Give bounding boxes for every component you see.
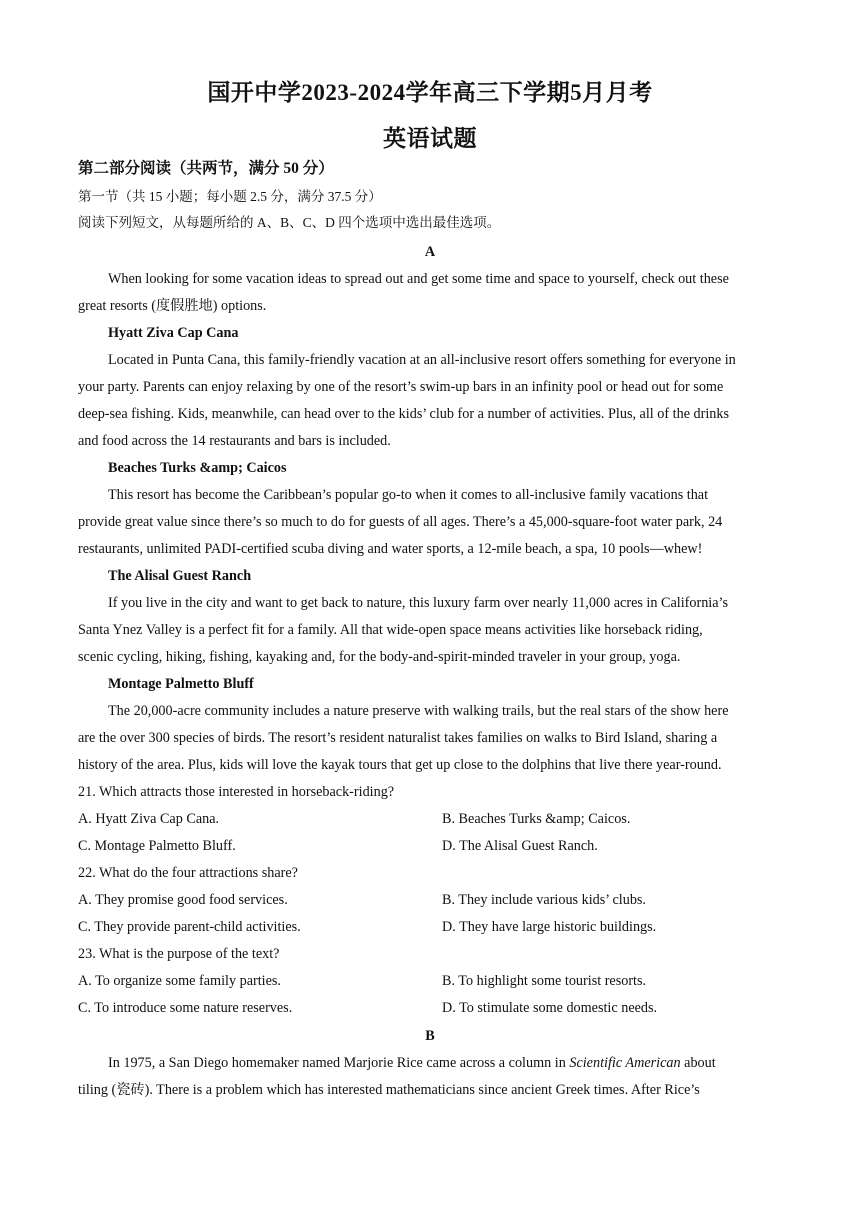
exam-subtitle: 英语试题: [383, 126, 477, 151]
option-a: A. To organize some family parties.: [78, 973, 281, 989]
paragraph-line: If you live in the city and want to get back to nature, this luxury farm over nearly 11,000 acres in California’s: [108, 595, 728, 611]
option-d: D. They have large historic buildings.: [442, 919, 657, 935]
paragraph-line: provide great value since there’s so much to do for guests of all ages. There’s a 45,000-square-foot water park, 24: [78, 514, 723, 530]
resort-name: Montage Palmetto Bluff: [108, 676, 254, 692]
passage-b-label: B: [425, 1028, 435, 1044]
section-heading: 第二部分阅读（共两节，满分 50 分）: [78, 160, 334, 177]
resort-name: Beaches Turks &amp; Caicos: [108, 460, 287, 476]
paragraph-line: Located in Punta Cana, this family-friendly vacation at an all-inclusive resort offers something for everyone in: [108, 352, 736, 368]
option-a: A. Hyatt Ziva Cap Cana.: [78, 811, 220, 827]
paragraph-line: and food across the 14 restaurants and bars is included.: [78, 433, 391, 449]
paragraph-line: your party. Parents can enjoy relaxing by one of the resort’s swim-up bars in an infinity pool or head out for some: [78, 379, 724, 395]
text-segment: In 1975, a San Diego homemaker named Marjorie Rice came across a column in: [108, 1055, 570, 1071]
option-b: B. To highlight some tourist resorts.: [442, 973, 647, 989]
resort-name: Hyatt Ziva Cap Cana: [108, 325, 239, 341]
option-c: C. They provide parent-child activities.: [78, 919, 301, 935]
exam-title: 国开中学2023-2024学年高三下学期5月月考: [207, 80, 653, 105]
passage-a-label: A: [424, 244, 436, 260]
option-c: C. To introduce some nature reserves.: [78, 1000, 293, 1016]
paragraph-line: history of the area. Plus, kids will love the kayak tours that get up close to the dolphins that live there year-round.: [78, 757, 722, 773]
question-stem: 21. Which attracts those interested in horseback-riding?: [78, 784, 395, 800]
paragraph-line: This resort has become the Caribbean’s popular go-to when it comes to all-inclusive family vacations that: [108, 487, 709, 503]
paragraph-line: [108, 1054, 716, 1072]
passage-a-intro-line: When looking for some vacation ideas to spread out and get some time and space to yourself, check out these: [108, 271, 729, 287]
publication-title: Scientific American: [569, 1055, 681, 1071]
option-d: D. To stimulate some domestic needs.: [442, 1000, 658, 1016]
part-note: 第一节（共 15 小题；每小题 2.5 分，满分 37.5 分）: [78, 189, 382, 204]
question-stem: 22. What do the four attractions share?: [78, 865, 298, 881]
resort-name: The Alisal Guest Ranch: [108, 568, 252, 584]
paragraph-line: Santa Ynez Valley is a perfect fit for a family. All that wide-open space means activities like horseback riding,: [78, 622, 703, 638]
option-d: D. The Alisal Guest Ranch.: [442, 838, 598, 854]
instruction: 阅读下列短文，从每题所给的 A、B、C、D 四个选项中选出最佳选项。: [78, 215, 501, 230]
passage-a-intro-line: great resorts (度假胜地) options.: [78, 298, 267, 314]
text-segment: about: [680, 1055, 716, 1071]
question-stem: 23. What is the purpose of the text?: [78, 946, 280, 962]
paragraph-line: are the over 300 species of birds. The resort’s resident naturalist takes families on walks to Bird Island, sharing a: [78, 730, 718, 746]
paragraph-line: tiling (瓷砖). There is a problem which has interested mathematicians since ancient Greek times. After Rice’s: [78, 1082, 700, 1098]
option-a: A. They promise good food services.: [78, 892, 288, 908]
option-b: B. Beaches Turks &amp; Caicos.: [442, 811, 631, 827]
paragraph-line: restaurants, unlimited PADI-certified scuba diving and water sports, a 12-mile beach, a spa, 10 pools—whew!: [78, 541, 703, 557]
paragraph-line: scenic cycling, hiking, fishing, kayaking and, for the body-and-spirit-minded traveler in your group, yoga.: [78, 649, 681, 665]
option-b: B. They include various kids’ clubs.: [442, 892, 646, 908]
paragraph-line: deep-sea fishing. Kids, meanwhile, can head over to the kids’ club for a number of activities. Plus, all of the drinks: [78, 406, 730, 422]
option-c: C. Montage Palmetto Bluff.: [78, 838, 236, 854]
paragraph-line: The 20,000-acre community includes a nature preserve with walking trails, but the real stars of the show here: [108, 703, 729, 719]
